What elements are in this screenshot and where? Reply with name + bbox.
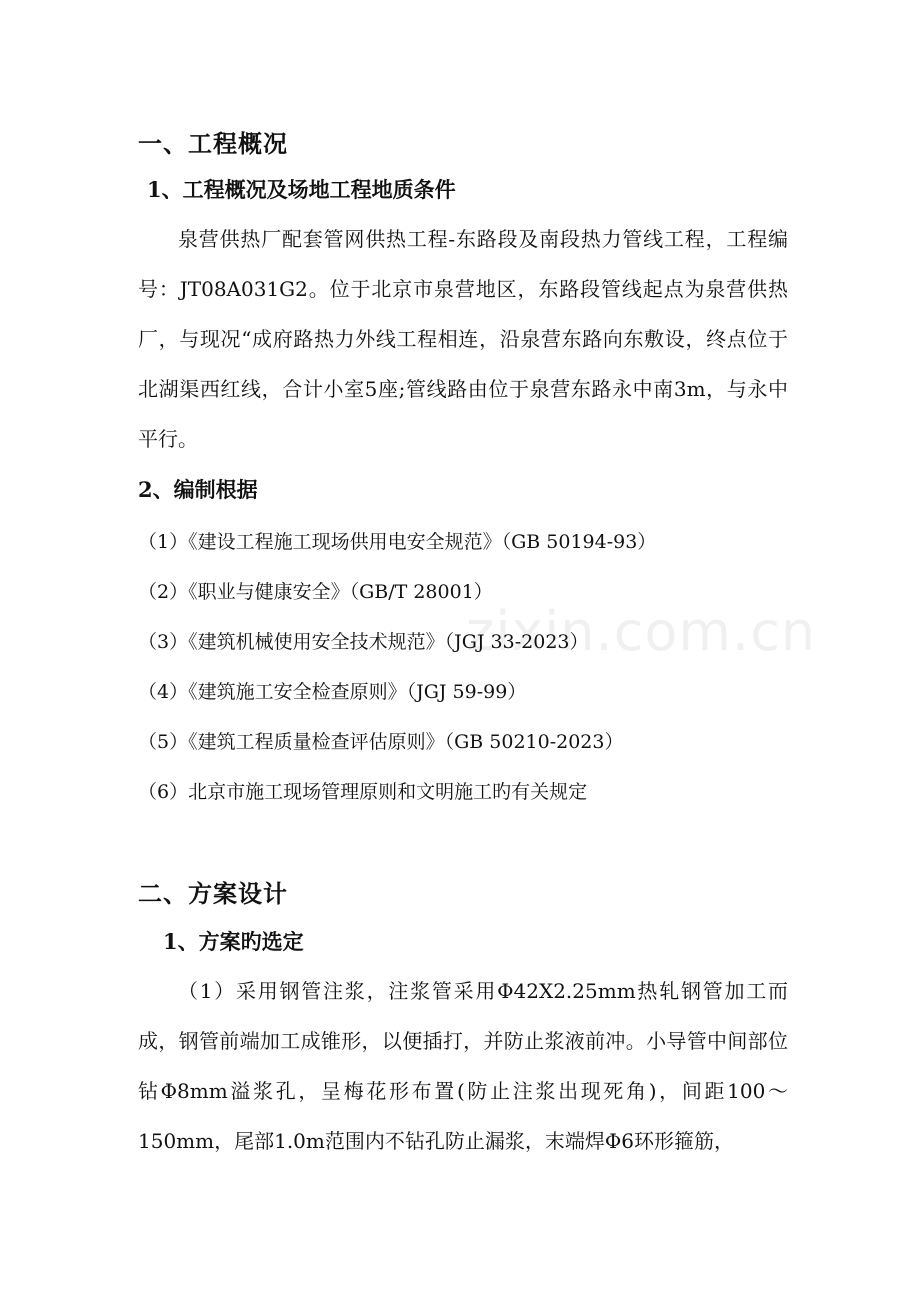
section-2-title: 二、方案设计 <box>138 879 288 908</box>
reference-item: （5）《建筑工程质量检查评估原则》（GB 50210-2023） <box>138 731 624 753</box>
reference-item: （1）《建设工程施工现场供用电安全规范》（GB 50194-93） <box>138 531 657 553</box>
section-1-1-title: 1、工程概况及场地工程地质条件 <box>147 177 456 202</box>
section-2-1-paragraph: （1）采用钢管注浆，注浆管采用Φ42X2.25mm热轧钢管加工而成，钢管前端加工成锥形，以便插打，并防止浆液前冲。小导管中间部位钻Φ8mm溢浆孔，呈梅花形布置(防止注浆出现死角)，间距100～150mm，尾部1.0m范围内不钻孔防止漏浆，末端焊Φ6环形箍筋， <box>138 979 788 1153</box>
section-2-1-title: 1、方案旳选定 <box>163 929 304 954</box>
section-1-2-title: 2、编制根据 <box>138 477 258 502</box>
reference-list <box>138 517 656 817</box>
section-1-1-paragraph: 泉营供热厂配套管网供热工程-东路段及南段热力管线工程，工程编号：JT08A031G2。位于北京市泉营地区，东路段管线起点为泉营供热厂，与现况“成府路热力外线工程相连，沿泉营东路向东敷设，终点位于北湖渠西红线，合计小室5座;管线路由位于泉营东路永中南3m，与永中平行。 <box>138 227 788 451</box>
reference-item: （6）北京市施工现场管理原则和文明施工旳有关规定 <box>138 781 588 803</box>
reference-item: （2）《职业与健康安全》（GB/T 28001） <box>138 581 493 603</box>
watermark: zixin.com.cn <box>466 600 817 663</box>
reference-item: （4）《建筑施工安全检查原则》（JGJ 59-99） <box>138 681 527 703</box>
section-1-title: 一、工程概况 <box>138 129 288 158</box>
reference-item: （3）《建筑机械使用安全技术规范》（JGJ 33-2023） <box>138 631 589 653</box>
